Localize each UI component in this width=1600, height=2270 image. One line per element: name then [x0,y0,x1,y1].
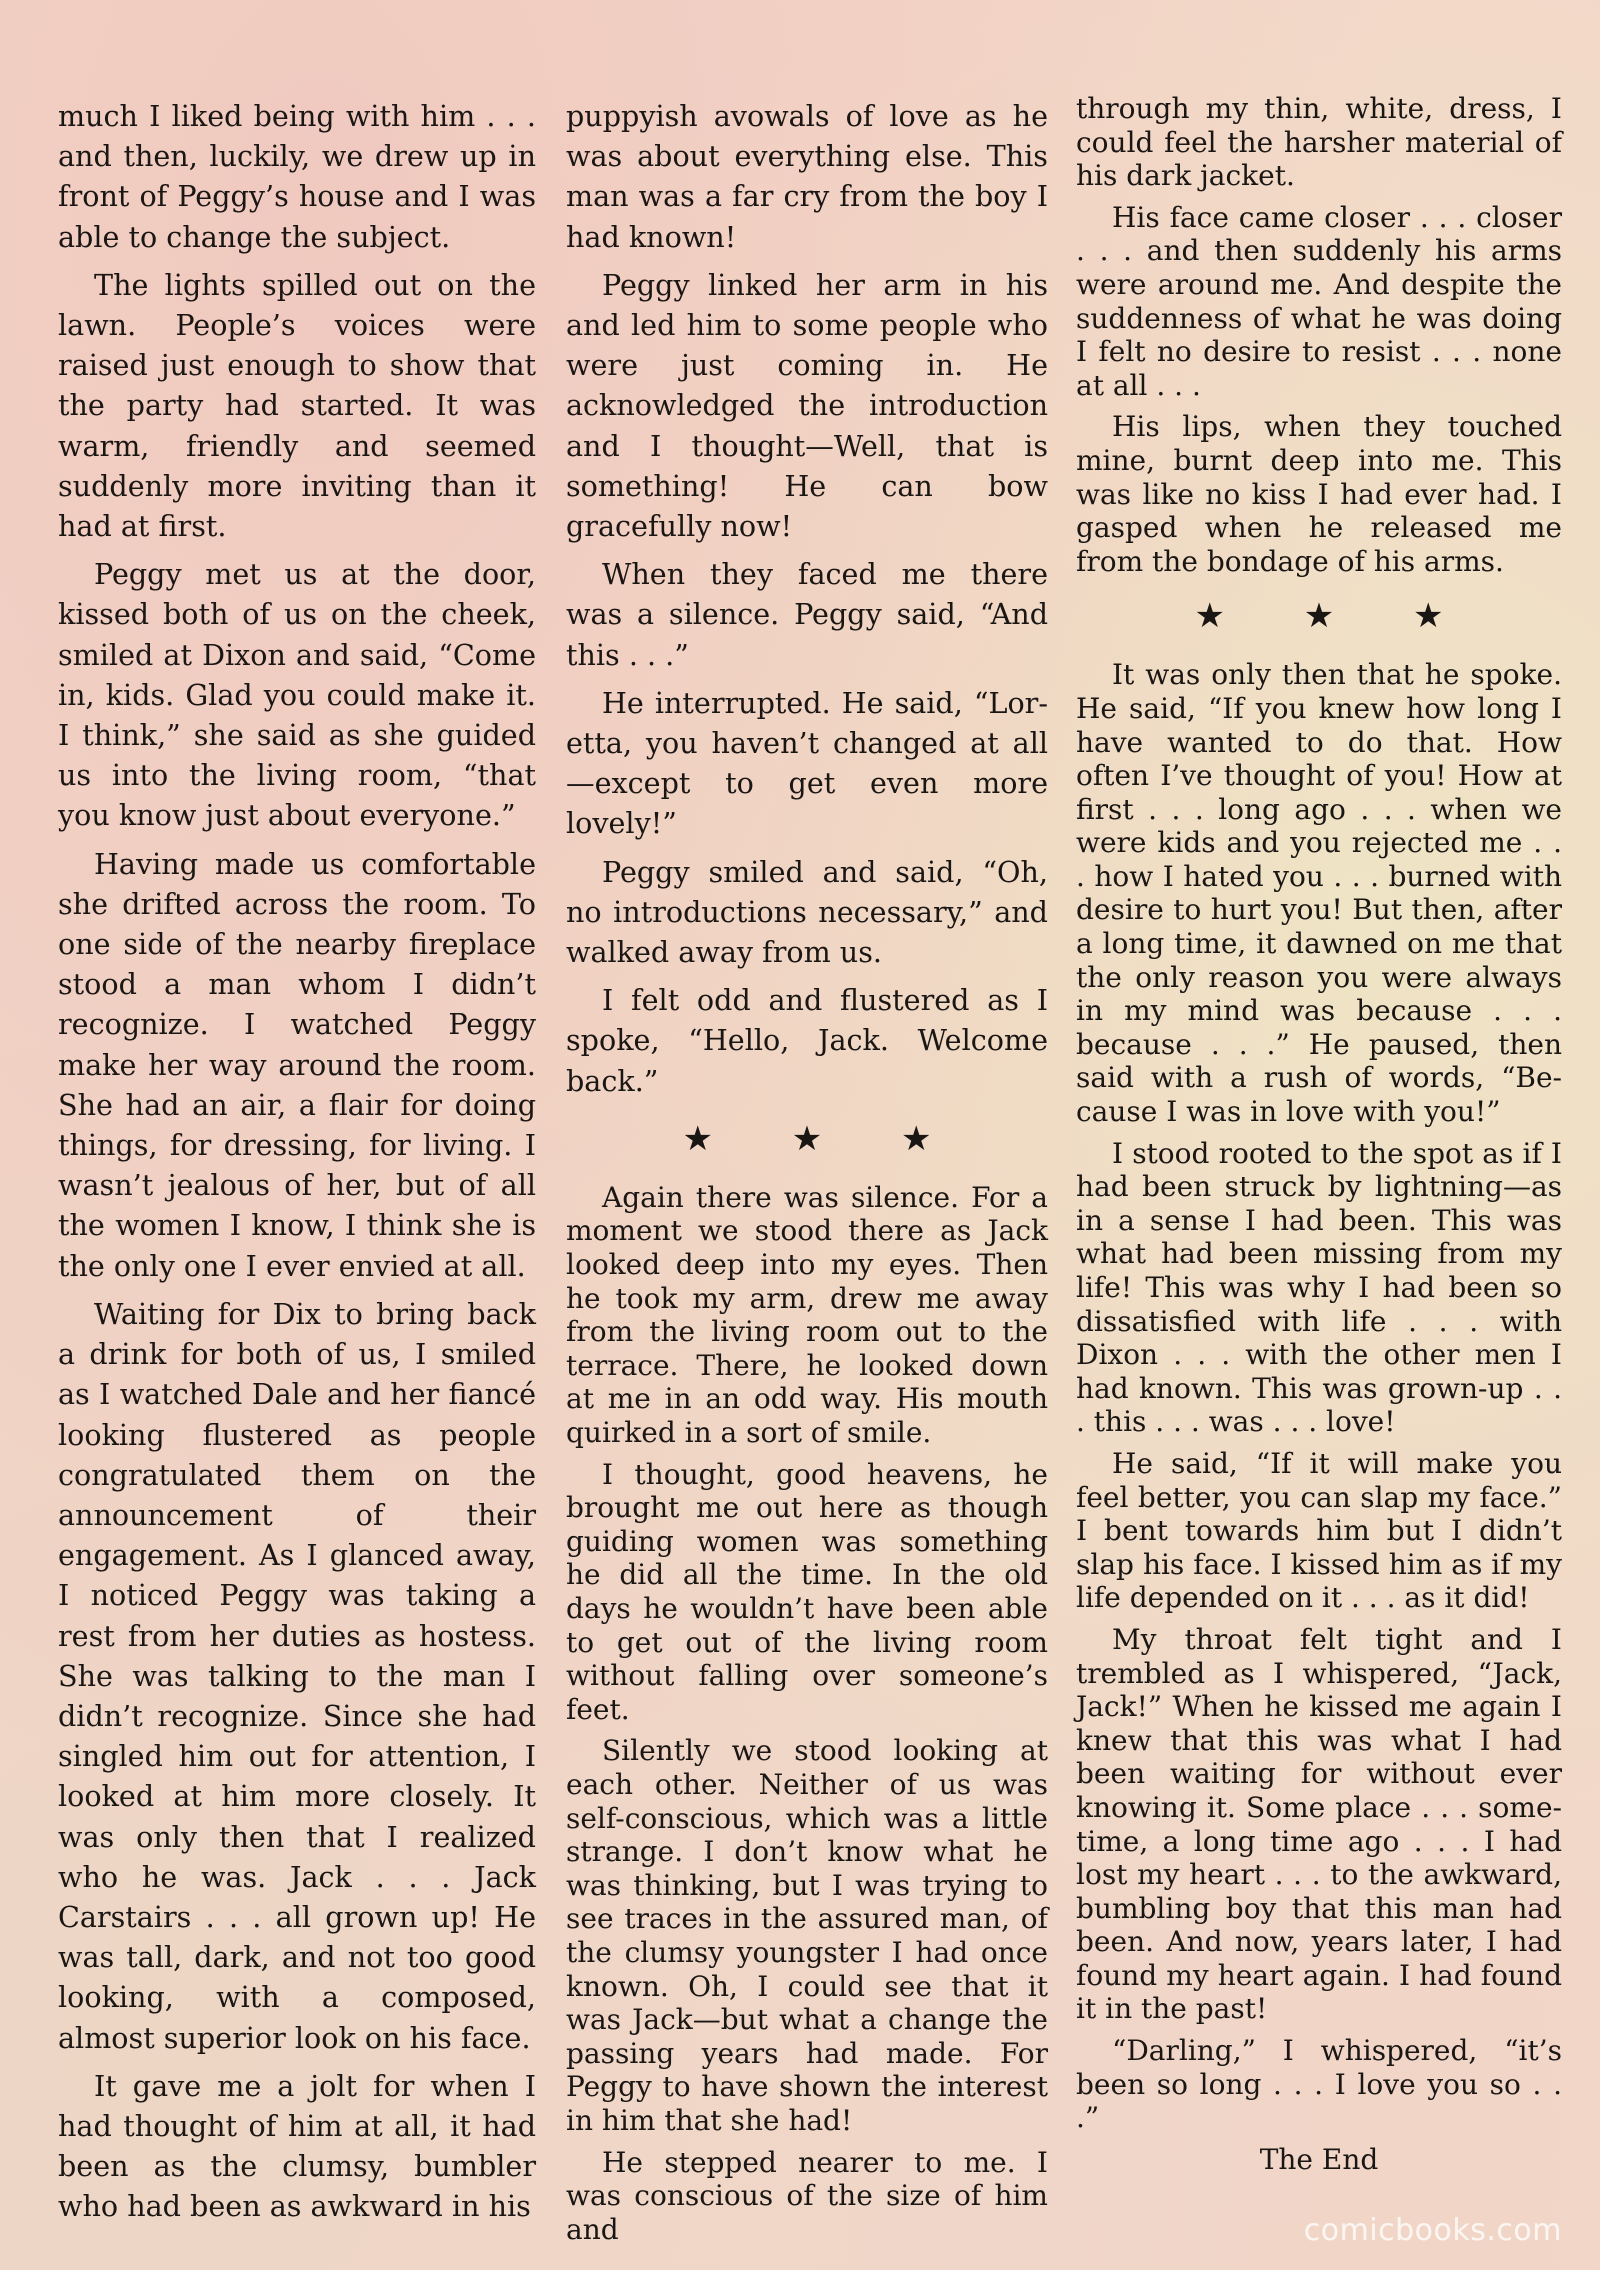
paragraph: Silently we stood looking at each other. Neither of us was self-conscious, which was a little strange. I don’t know what he was thinking, but I was trying to see traces in the assured man, of the clumsy youngster I had once known. Oh, I could see that it was Jack—but what a change the passing years had made. For Peggy to have shown the interest in him that she had! [566,1734,1048,2137]
paragraph: through my thin, white, dress, I could feel the harsher material of his dark jacket. [1076,92,1562,193]
paragraph: Peggy met us at the door, kissed both of us on the cheek, smiled at Dixon and said, “Come in, kids. Glad you could make it. I think,” she said as she guided us into the living room, “that you know just about everyone.” [58,557,536,833]
paragraph: He said, “If it will make you feel better, you can slap my face.” I bent towards him but I didn’t slap his face. I kissed him as if my life depended on it . . . as it did! [1076,1446,1562,1615]
paragraph: My throat felt tight and I trembled as I whispered, “Jack, Jack!” When he kissed me again I knew that this was what I had been waiting for without ever knowing it. Some place . . . sometime, a long time ago . . . I had lost my heart . . . to the awkward, bumbling boy that this man had been. And now, years later, I had found my heart again. I had found it in the past! [1076,1622,1562,2026]
text-column-2-lower [566,1181,1048,2246]
text-column-2 [566,96,1048,2254]
paragraph: It was only then that he spoke. He said, “If you knew how long I have wanted to do that. How often I’ve thought of you! How at first . . . long ago . . . when we were kids and you rejected me . . . how I hated you . . . burned with desire to hurt you! But then, after a long time, it dawned on me that the only reason you were always in my mind was because . . . because . . .” He paused, then said with a rush of words, “Because I was in love with you!” [1076,658,1562,1129]
paragraph: I felt odd and flustered as I spoke, “Hello, Jack. Welcome back.” [566,983,1048,1098]
paragraph: I thought, good heavens, he brought me out here as though guiding women was something he did all the time. In the old days he wouldn’t have been able to get out of the living room without falling over someone’s feet. [566,1457,1048,1726]
paragraph: Peggy smiled and said, “Oh, no introductions necessary,” and walked away from us. [566,854,1048,970]
paragraph: much I liked being with him . . . and then, luckily, we drew up in front of Peggy’s house and I was able to change the subject. [58,99,536,254]
paragraph: The lights spilled out on the lawn. People’s voices were raised just enough to show that the party had started. It was warm, friendly and seemed suddenly more inviting than it had at first. [58,267,536,544]
paragraph: His face came closer . . . closer . . . and then suddenly his arms were around me. And despite the suddenness of what he was doing I felt no desire to resist . . . none at all . . . [1076,200,1562,402]
site-watermark: comicbooks.com [1303,2213,1562,2248]
paragraph: It gave me a jolt for when I had thought of him at all, it had been as the clumsy, bumbler who had been as awkward in his [58,2068,536,2224]
paragraph: Waiting for Dix to bring back a drink for both of us, I smiled as I watched Dale and her fiancé looking flustered as people congratulated them on the announcement of their engagement. As I glanced away, I noticed Peggy was taking a rest from her duties as hostess. She was talking to the man I didn’t recognize. Since she had singled him out for attention, I looked at him more closely. It was only then that I realized who he was. Jack . . . Jack Carstairs . . . all grown up! He was tall, dark, and not too good looking, with a composed, almost superior look on his face. [58,1296,536,2055]
paragraph: Having made us comfortable she drifted across the room. To one side of the nearby fireplace stood a man whom I didn’t recognize. I watched Peggy make her way around the room. She had an air, a flair for doing things, for dressing, for living. I wasn’t jealous of her, but of all the women I know, I think she is the only one I ever envied at all. [58,846,536,1283]
paragraph: I stood rooted to the spot as if I had been struck by lightning—as in a sense I had been. This was what had been missing from my life! This was why I had been so dissatisfied with life . . . with Dixon . . . with the other men I had known. This was grown-up . . . this . . . was . . . love! [1076,1136,1562,1439]
text-column-1 [58,96,536,2235]
section-break-stars: ★ ★ ★ [682,1118,966,1159]
the-end-label: The End [1259,2142,1379,2176]
section-break-stars: ★ ★ ★ [1194,596,1478,637]
paragraph: His lips, when they touched mine, burnt deep into me. This was like no kiss I had ever had. I gasped when he released me from the bondage of his arms. [1076,410,1562,578]
paragraph: Peggy linked her arm in his and led him to some people who were just coming in. He acknowledged the introduction and I thought—Well, that is something! He can bow gracefully now! [566,267,1048,544]
text-column-3 [1076,92,1562,2184]
paragraph: He interrupted. He said, “Loretta, you haven’t changed at all—except to get even more lovely!” [566,685,1048,841]
paragraph: When they faced me there was a silence. Peggy said, “And this . . .” [566,557,1048,672]
paragraph: He stepped nearer to me. I was conscious of the size of him and [566,2145,1048,2246]
paragraph: puppyish avowals of love as he was about everything else. This man was a far cry from the boy I had known! [566,99,1048,254]
paragraph: “Darling,” I whispered, “it’s been so long . . . I love you so . . .” [1076,2034,1562,2135]
paragraph: Again there was silence. For a moment we stood there as Jack looked deep into my eyes. Then he took my arm, drew me away from the living room out to the terrace. There, he looked down at me in an odd way. His mouth quirked in a sort of smile. [566,1180,1048,1450]
